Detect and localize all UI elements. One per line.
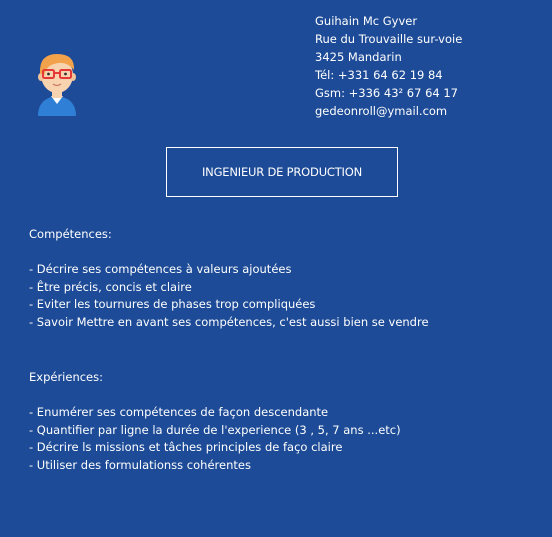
contact-email: gedeonroll@ymail.com	[315, 104, 448, 118]
job-title: INGENIEUR DE PRODUCTION	[201, 165, 363, 179]
list-item: - Enumérer ses compétences de façon descendante	[29, 405, 329, 419]
list-item: - Décrire ses compétences à valeurs ajoutées	[29, 262, 292, 276]
list-item: - Décrire ls missions et tâches principles de faço claire	[29, 440, 343, 454]
contact-city: 3425 Mandarin	[315, 50, 402, 64]
list-item: - Eviter les tournures de phases trop compliquées	[29, 297, 316, 311]
competences-heading: Compétences:	[29, 227, 112, 241]
list-item: - Être précis, concis et claire	[29, 279, 192, 294]
contact-mobile: Gsm: +336 43² 67 64 17	[315, 86, 458, 100]
user-avatar-icon	[32, 46, 82, 116]
competences-section	[29, 226, 429, 331]
experiences-heading: Expériences:	[29, 370, 103, 384]
contact-name: Guihain Mc Gyver	[315, 14, 418, 28]
list-item: - Utiliser des formulationss cohérentes	[29, 457, 251, 472]
contact-block	[315, 12, 462, 120]
contact-phone: Tél: +331 64 62 19 84	[315, 68, 443, 82]
job-title-box	[166, 147, 398, 197]
experiences-section	[29, 369, 401, 474]
contact-street: Rue du Trouvaille sur-voie	[315, 32, 463, 46]
list-item: - Quantifier par ligne la durée de l'experience (3 , 5, 7 ans ...etc)	[29, 422, 401, 437]
list-item: - Savoir Mettre en avant ses compétences, c'est aussi bien se vendre	[29, 314, 429, 329]
